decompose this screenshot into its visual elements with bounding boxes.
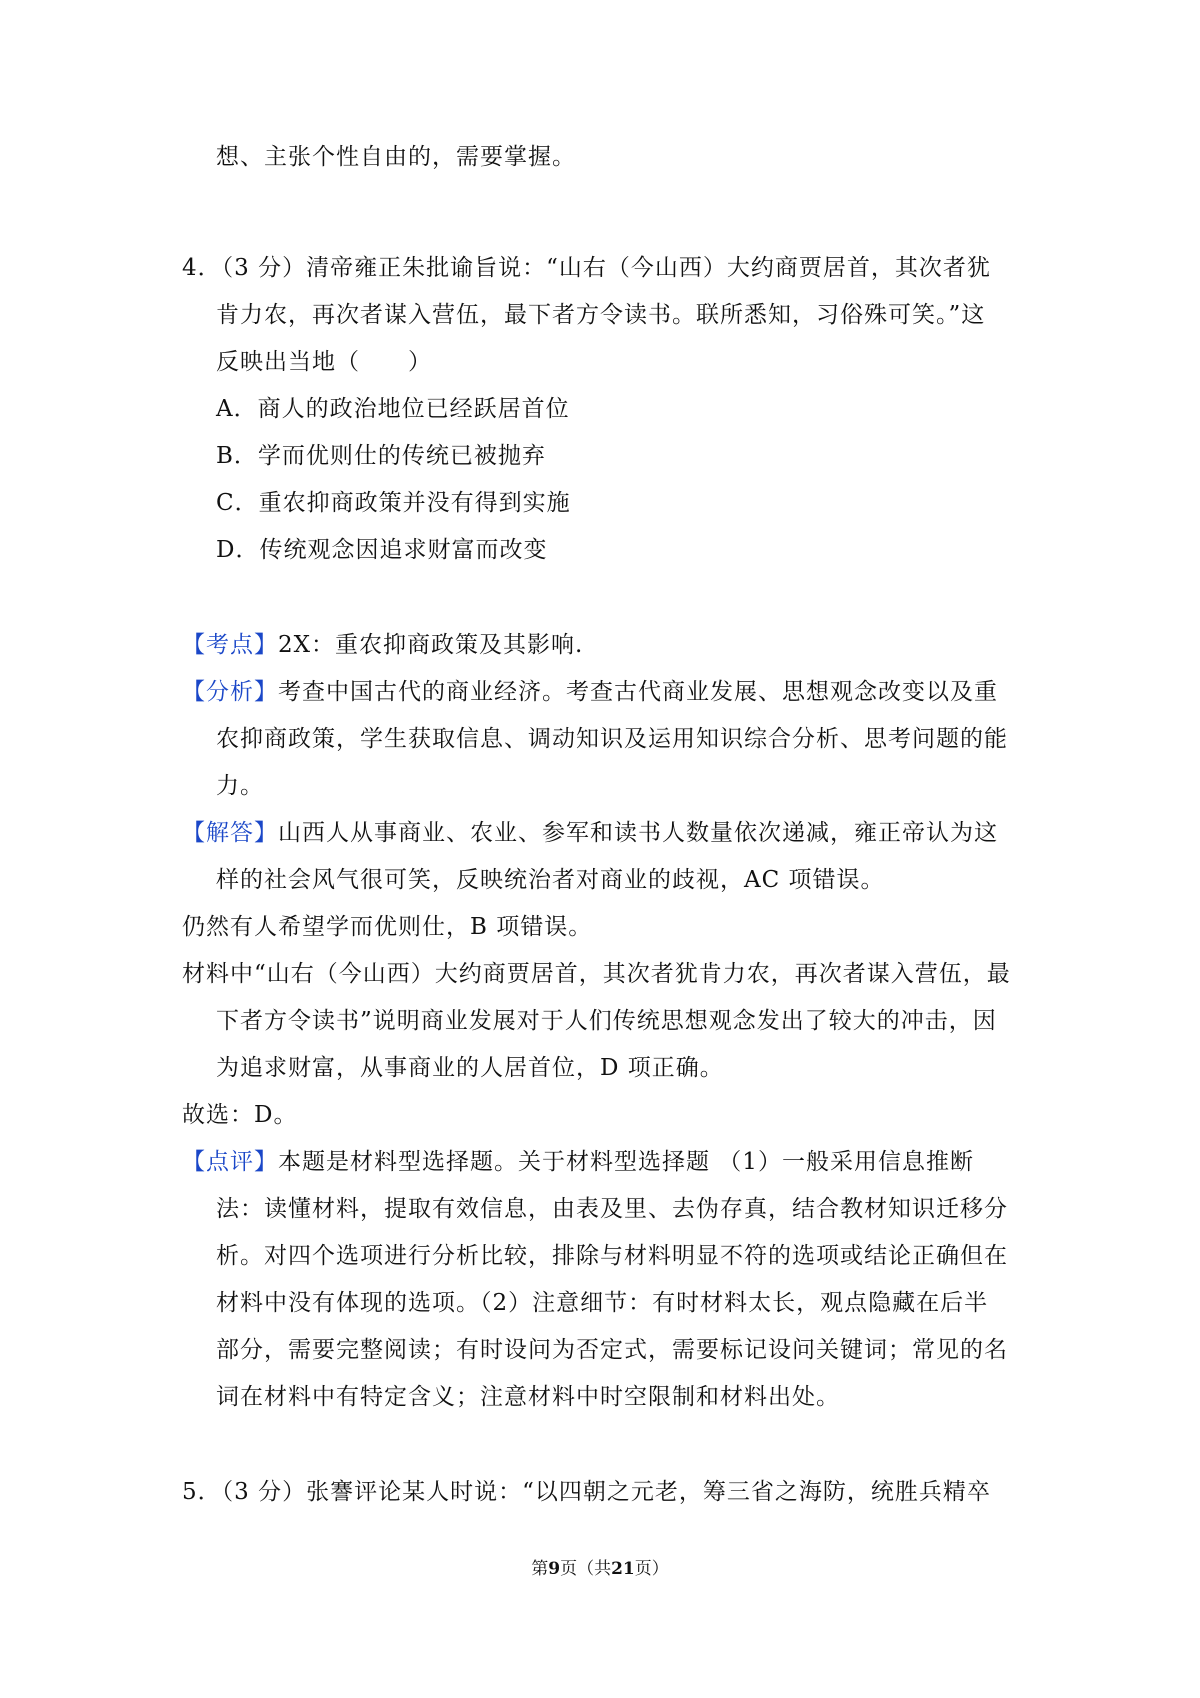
footer-total-pages: 21: [611, 1559, 635, 1579]
question-4-stem-line-1: [182, 253, 991, 283]
footer-mid: 页（共: [560, 1559, 612, 1579]
dianping-line-2: 法：读懂材料，提取有效信息，由表及里、去伪存真，结合教材知识迁移分: [216, 1196, 1008, 1222]
kaodian-line: [182, 630, 583, 660]
dianping-line-3: 析。对四个选项进行分析比较，排除与材料明显不符的选项或结论正确但在: [216, 1243, 1008, 1269]
dianping-line-5: 部分，需要完整阅读；有时设问为否定式，需要标记设问关键词；常见的名: [216, 1337, 1008, 1363]
question-5-stem-line-1: [182, 1477, 991, 1507]
footer-prefix: 第: [531, 1559, 549, 1579]
question-4-stem-line-3: 反映出当地（ ）: [216, 349, 432, 375]
option-a: A．商人的政治地位已经跃居首位: [216, 396, 570, 422]
option-d: D．传统观念因追求财富而改变: [216, 537, 548, 563]
jieda-line-2: 样的社会风气很可笑，反映统治者对商业的歧视，AC 项错误。: [216, 867, 885, 893]
question-stem-text: 张謇评论某人时说：“以四朝之元老，筹三省之海防，统胜兵精卒: [306, 1479, 991, 1505]
jieda-line-1: [182, 818, 998, 848]
kaodian-tag: 【考点】: [182, 632, 278, 658]
jieda-tag: 【解答】: [182, 820, 278, 846]
footer-page-number: 9: [548, 1559, 561, 1579]
dianping-text: 本题是材料型选择题。关于材料型选择题 （1）一般采用信息推断: [278, 1149, 974, 1175]
option-b: B．学而优则仕的传统已被抛弃: [216, 443, 546, 469]
dianping-line-6: 词在材料中有特定含义；注意材料中时空限制和材料出处。: [216, 1384, 840, 1410]
jieda-para-2: 仍然有人希望学而优则仕，B 项错误。: [182, 914, 593, 940]
footer-suffix: 页）: [634, 1559, 669, 1579]
question-score: （3 分）: [221, 255, 307, 281]
question-4-stem-line-2: 肯力农，再次者谋入营伍，最下者方令读书。联所悉知，习俗殊可笑。”这: [216, 302, 986, 328]
answer-line: 故选：D。: [182, 1102, 298, 1128]
fenxi-line-1: [182, 677, 998, 707]
dianping-line-1: [182, 1147, 974, 1177]
kaodian-text: 2X：重农抑商政策及其影响.: [278, 632, 584, 658]
question-score: （3 分）: [221, 1479, 307, 1505]
fenxi-line-3: 力。: [216, 773, 264, 799]
fenxi-tag: 【分析】: [182, 679, 278, 705]
fenxi-text: 考查中国古代的商业经济。考查古代商业发展、思想观念改变以及重: [278, 679, 998, 705]
dianping-line-4: 材料中没有体现的选项。（2）注意细节：有时材料太长，观点隐藏在后半: [216, 1290, 989, 1316]
jieda-para-3-line-1: 材料中“山右（今山西）大约商贾居首，其次者犹肯力农，再次者谋入营伍，最: [182, 961, 1011, 987]
question-number: 4．: [182, 255, 222, 281]
jieda-text: 山西人从事商业、农业、参军和读书人数量依次递减，雍正帝认为这: [278, 820, 998, 846]
option-c: C．重农抑商政策并没有得到实施: [216, 490, 571, 516]
dianping-tag: 【点评】: [182, 1149, 278, 1175]
page-footer: [0, 1558, 1200, 1580]
intro-line: 想、主张个性自由的，需要掌握。: [216, 144, 576, 170]
jieda-para-3-line-2: 下者方令读书”说明商业发展对于人们传统思想观念发出了较大的冲击，因: [216, 1008, 997, 1034]
question-number: 5．: [182, 1479, 222, 1505]
fenxi-line-2: 农抑商政策，学生获取信息、调动知识及运用知识综合分析、思考问题的能: [216, 726, 1008, 752]
jieda-para-3-line-3: 为追求财富，从事商业的人居首位，D 项正确。: [216, 1055, 724, 1081]
question-stem-text: 清帝雍正朱批谕旨说：“山右（今山西）大约商贾居首，其次者犹: [306, 255, 991, 281]
